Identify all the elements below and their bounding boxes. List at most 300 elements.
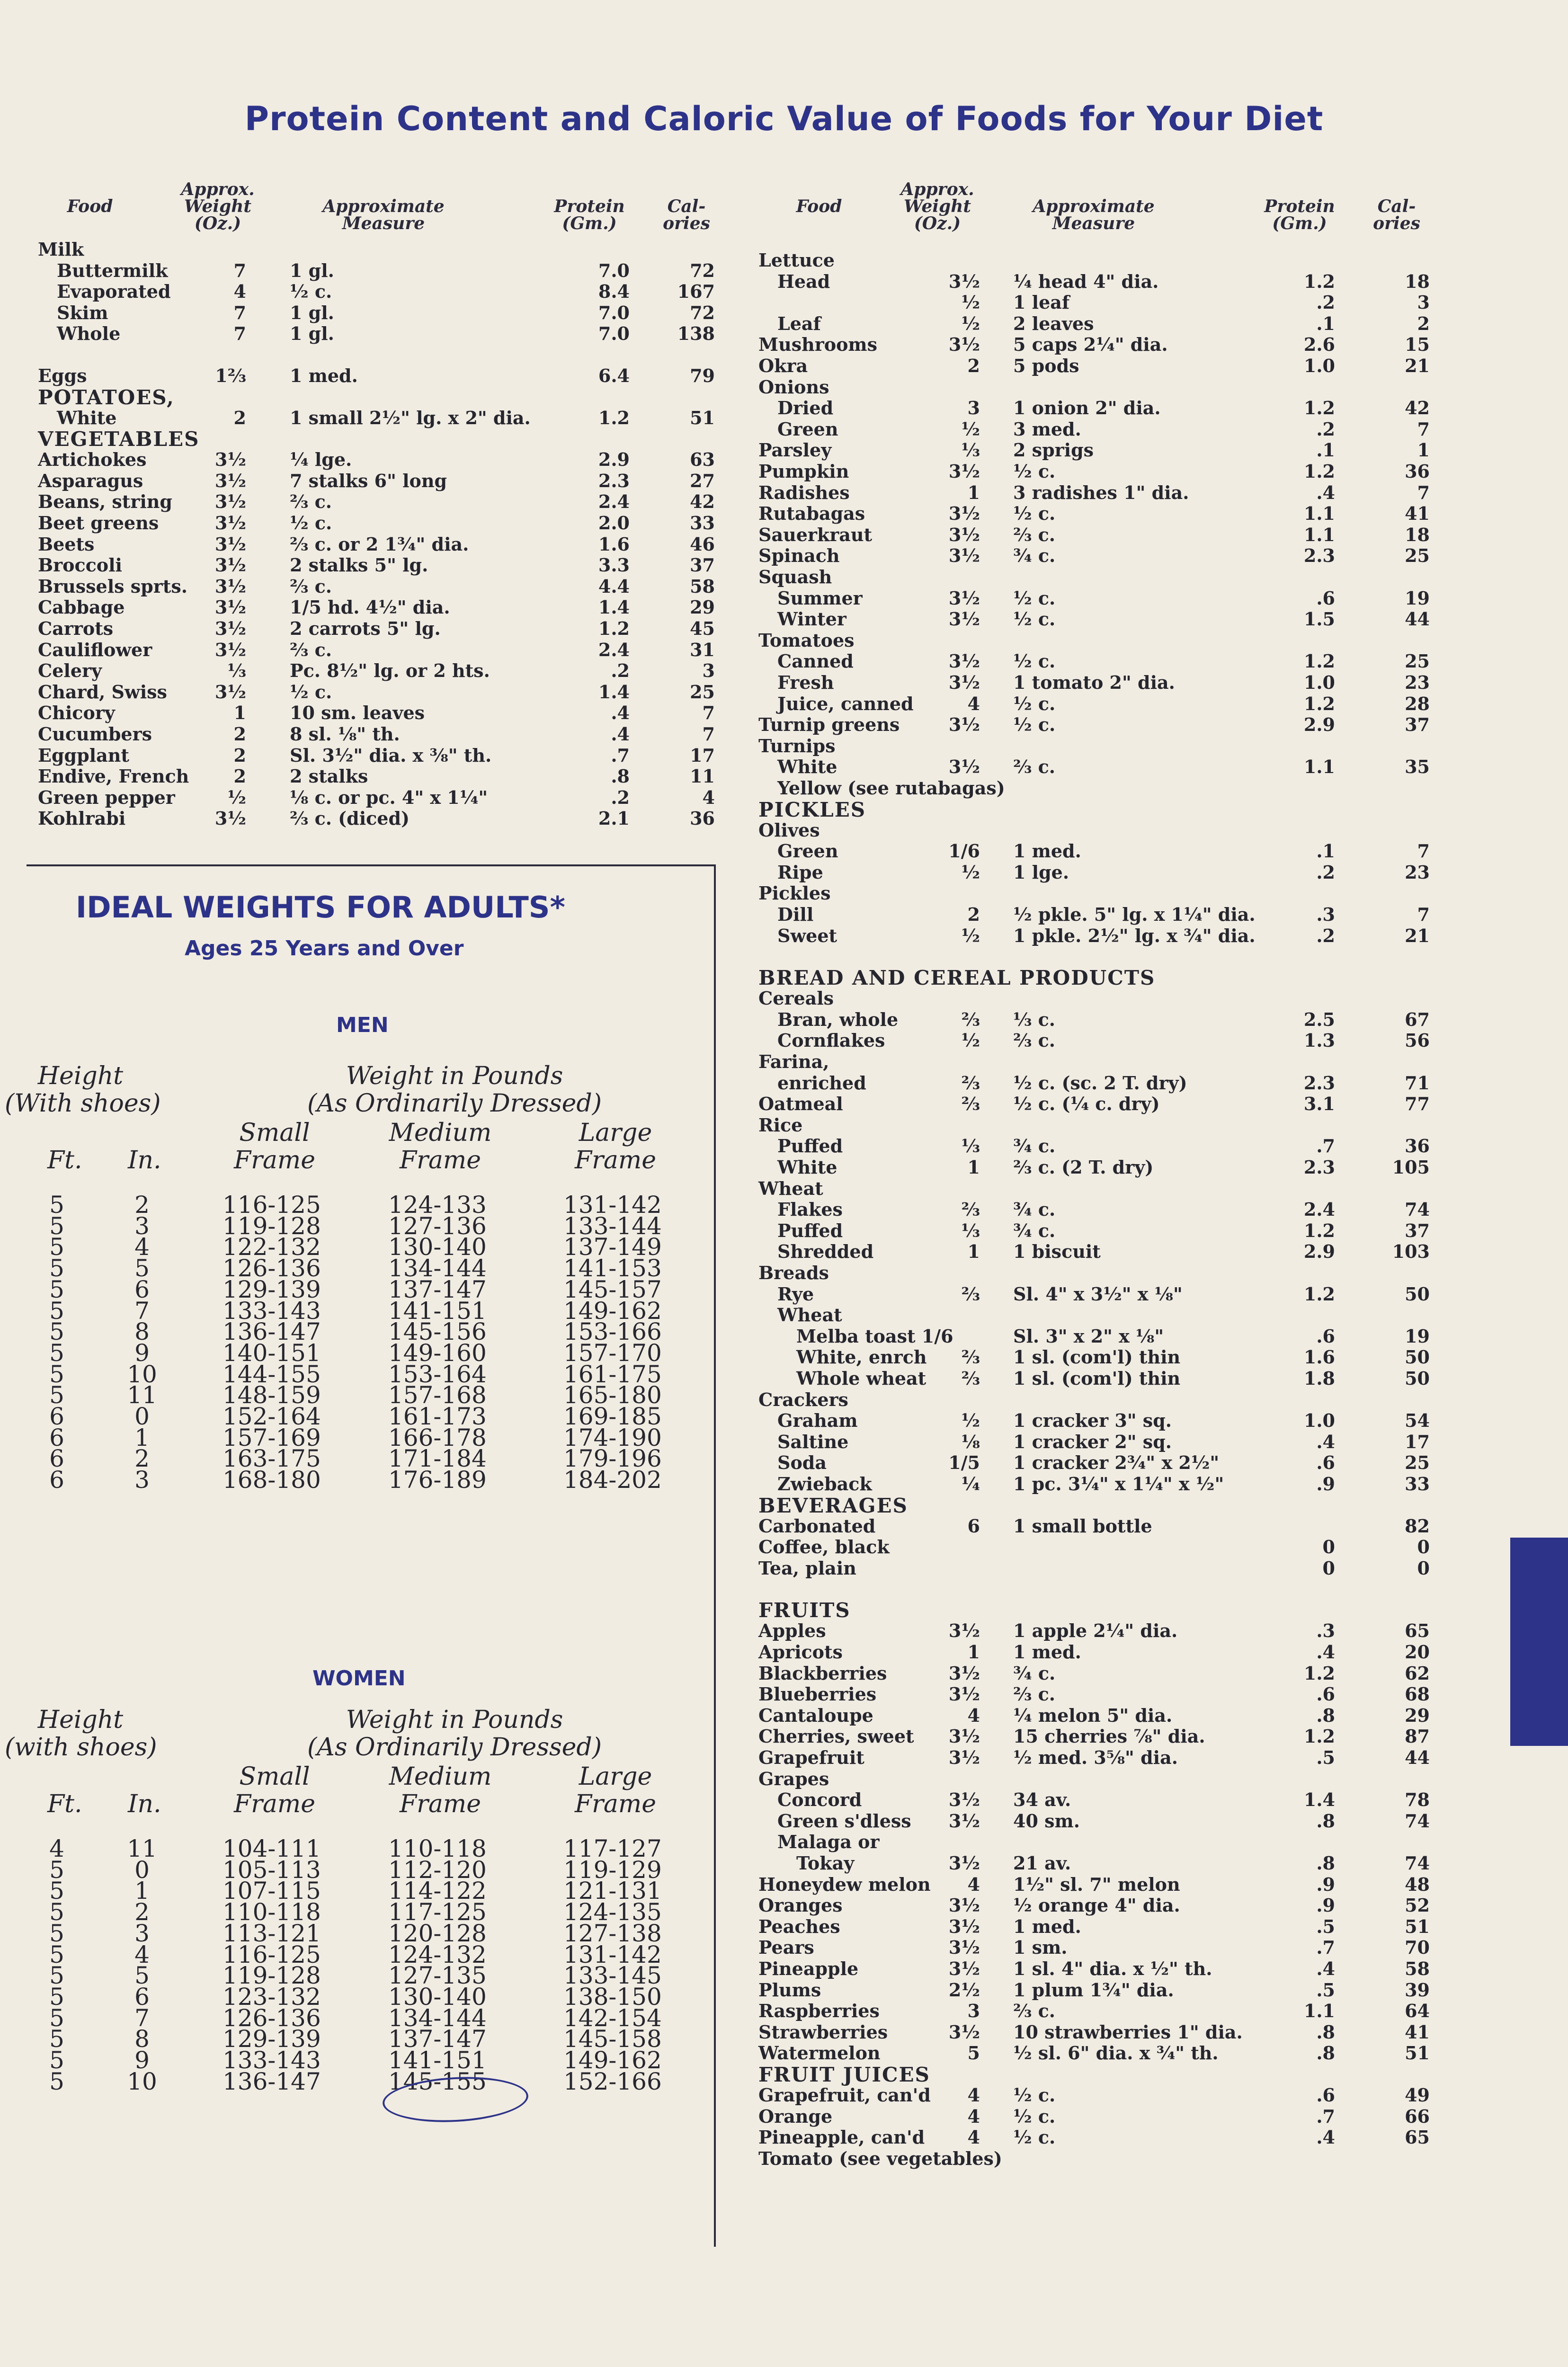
food-row xyxy=(0,2148,1568,2169)
section-heading: BREAD AND CEREAL PRODUCTS xyxy=(758,966,1156,990)
calories-value: 39 xyxy=(1405,1979,1430,2001)
large-frame-value: 152-166 xyxy=(563,2067,662,2095)
measure-value: 1/5 hd. 4½" dia. xyxy=(290,596,450,618)
large-frame-value: 133-144 xyxy=(563,1212,662,1240)
weight-header: Weight in Pounds (As Ordinarily Dressed) xyxy=(307,1706,602,1762)
medium-frame-value: 120-128 xyxy=(388,1919,487,1947)
small-frame-value: 116-125 xyxy=(223,1940,321,1968)
small-frame-value: 133-143 xyxy=(223,1297,321,1325)
weight-value: 3½ xyxy=(948,1915,980,1937)
small-frame-value: 157-169 xyxy=(223,1424,321,1451)
ideal-weights-subtitle: Ages 25 Years and Over xyxy=(185,936,464,961)
food-name: Apricots xyxy=(758,1641,843,1663)
food-name: Dried xyxy=(777,397,834,419)
large-frame-value: 165-180 xyxy=(563,1381,662,1409)
food-name: Grapefruit xyxy=(758,1747,864,1768)
food-name: Apples xyxy=(758,1620,826,1642)
measure-value: 21 av. xyxy=(1013,1852,1071,1874)
measure-value: ½ c. xyxy=(1013,2084,1056,2106)
measure-value: ½ c. (¼ c. dry) xyxy=(1013,1093,1160,1115)
food-row xyxy=(0,1684,1568,1705)
small-frame-value: 110-118 xyxy=(223,1898,321,1926)
protein-value: 7.0 xyxy=(598,259,630,281)
feet-value: 5 xyxy=(49,1983,64,2011)
food-name: Milk xyxy=(38,239,84,260)
ideal-weights-title: IDEAL WEIGHTS FOR ADULTS* xyxy=(76,890,565,925)
large-frame-value: 117-127 xyxy=(563,1835,662,1862)
measure-value: 3 radishes 1" dia. xyxy=(1013,481,1189,503)
food-name: Celery xyxy=(38,660,102,682)
weight-value: ½ xyxy=(961,861,980,883)
feet-value: 6 xyxy=(49,1445,64,1473)
calories-value: 64 xyxy=(1405,2000,1430,2022)
feet-value: 5 xyxy=(49,1856,64,1884)
food-name: Pumpkin xyxy=(758,461,849,482)
calories-value: 7 xyxy=(1417,418,1430,440)
medium-frame-value: 130-140 xyxy=(388,1233,487,1261)
measure-value: ½ c. (sc. 2 T. dry) xyxy=(1013,1072,1187,1094)
large-frame-value: 157-170 xyxy=(563,1339,662,1367)
food-name: Tomato (see vegetables) xyxy=(758,2147,1002,2169)
food-name: Turnip greens xyxy=(758,714,900,736)
feet-value: 5 xyxy=(49,1898,64,1926)
protein-value: .6 xyxy=(1316,1683,1335,1705)
protein-value: .1 xyxy=(1316,312,1335,334)
medium-frame-value: 137-147 xyxy=(388,1275,487,1303)
measure-value: ⅔ c. or 2 1¾" dia. xyxy=(290,533,469,555)
food-name: Crackers xyxy=(758,1388,848,1410)
measure-value: ½ c. xyxy=(1013,714,1056,736)
measure-value: ½ c. xyxy=(290,512,332,534)
protein-value: 1.0 xyxy=(1303,355,1335,376)
measure-value: 1 gl. xyxy=(290,302,334,323)
measure-value: 1 sl. (com'l) thin xyxy=(1013,1368,1181,1389)
food-row xyxy=(0,419,1568,440)
weight-value: 3½ xyxy=(214,449,246,471)
weight-value: ¼ xyxy=(961,1473,980,1495)
protein-value: 1.2 xyxy=(1303,650,1335,672)
food-row xyxy=(0,525,1568,545)
food-row xyxy=(0,356,1568,376)
measure-value: 1 pkle. 2½" lg. x ¾" dia. xyxy=(1013,925,1256,946)
feet-header: Ft. xyxy=(47,1790,82,1818)
food-name: White xyxy=(57,407,117,428)
measure-value: ¾ c. xyxy=(1013,1199,1056,1220)
weight-value: 4 xyxy=(233,281,246,303)
calories-value: 37 xyxy=(1405,714,1430,736)
protein-value: 1.2 xyxy=(1303,1283,1335,1305)
inches-value: 5 xyxy=(134,1255,150,1282)
food-row xyxy=(0,1726,1568,1747)
protein-value: 1.1 xyxy=(1303,503,1335,525)
food-name: Orange xyxy=(758,2105,833,2127)
calories-value: 7 xyxy=(1417,840,1430,862)
small-frame-value: 126-136 xyxy=(223,2004,321,2032)
protein-value: 1.6 xyxy=(598,533,630,555)
weight-value: 3½ xyxy=(948,650,980,672)
measure-value: ½ c. xyxy=(290,681,332,703)
inches-value: 0 xyxy=(134,1403,150,1430)
measure-value: ⅔ c. xyxy=(290,639,332,660)
calories-value: 33 xyxy=(690,512,715,534)
weight-value: 3½ xyxy=(948,334,980,356)
food-row xyxy=(0,1030,1568,1051)
weight-value: ⅔ xyxy=(961,1346,980,1368)
protein-value: 1.1 xyxy=(1303,524,1335,545)
feet-value: 5 xyxy=(49,1191,64,1219)
protein-value: .4 xyxy=(1316,1431,1335,1452)
inches-value: 5 xyxy=(134,1962,150,1990)
measure-value: ⅔ c. (2 T. dry) xyxy=(1013,1157,1154,1178)
calories-value: 46 xyxy=(690,533,715,555)
measure-value: ½ c. xyxy=(1013,693,1056,714)
weight-value: 7 xyxy=(233,302,246,323)
protein-value: .4 xyxy=(611,723,630,745)
food-name: Cabbage xyxy=(38,596,125,618)
food-row xyxy=(0,334,1568,355)
measure-value: 2 stalks 5" lg. xyxy=(290,554,428,576)
food-name: Asparagus xyxy=(38,470,143,491)
food-row xyxy=(0,313,1568,334)
food-name: Mushrooms xyxy=(758,334,878,356)
protein-value: .5 xyxy=(1316,1747,1335,1768)
food-name: Chicory xyxy=(38,702,115,724)
measure-value: ¼ head 4" dia. xyxy=(1013,270,1159,292)
measure-value: 1 tomato 2" dia. xyxy=(1013,672,1175,693)
large-frame-value: 131-142 xyxy=(563,1191,662,1219)
food-name: Lettuce xyxy=(758,249,835,271)
food-name: Oranges xyxy=(758,1895,843,1916)
protein-value: 2.4 xyxy=(1303,1199,1335,1220)
protein-value: 1.2 xyxy=(598,618,630,639)
food-name: Carbonated xyxy=(758,1515,876,1537)
large-frame-value: 124-135 xyxy=(563,1898,662,1926)
protein-value: .6 xyxy=(1316,1325,1335,1347)
large-frame-value: 169-185 xyxy=(563,1403,662,1430)
weight-value: ½ xyxy=(961,1030,980,1051)
inches-value: 6 xyxy=(134,1275,150,1303)
calories-value: 79 xyxy=(690,365,715,386)
calories-value: 49 xyxy=(1405,2084,1430,2106)
protein-value: 1.5 xyxy=(1303,608,1335,630)
small-frame-value: 129-139 xyxy=(223,2025,321,2053)
food-name: Dill xyxy=(777,904,814,925)
protein-value: .5 xyxy=(1316,1915,1335,1937)
protein-value: 1.4 xyxy=(1303,1789,1335,1811)
inches-value: 9 xyxy=(134,2047,150,2074)
food-name: Summer xyxy=(777,587,863,609)
protein-value: 1.2 xyxy=(1303,1662,1335,1684)
measure-value: ¾ c. xyxy=(1013,1135,1056,1157)
calories-value: 51 xyxy=(690,407,715,428)
measure-value: ½ c. xyxy=(1013,608,1056,630)
food-name: Watermelon xyxy=(758,2042,881,2064)
food-row xyxy=(0,778,1568,799)
food-name: Green xyxy=(777,840,838,862)
small-frame-value: 119-128 xyxy=(223,1212,321,1240)
feet-value: 5 xyxy=(49,1962,64,1990)
protein-value: .8 xyxy=(1316,2042,1335,2064)
measure-value: 1 small 2½" lg. x 2" dia. xyxy=(290,407,531,428)
medium-frame-value: 124-133 xyxy=(388,1191,487,1219)
measure-value: ⅔ c. xyxy=(1013,524,1055,545)
measure-value: 1 pc. 3¼" x 1¼" x ½" xyxy=(1013,1473,1224,1495)
measure-value: 1 cracker 2" sq. xyxy=(1013,1431,1172,1452)
food-name: White xyxy=(777,1157,837,1178)
food-row xyxy=(0,567,1568,587)
calories-value: 50 xyxy=(1405,1368,1430,1389)
large-frame-value: 119-129 xyxy=(563,1856,662,1884)
weight-value: 4 xyxy=(967,2084,980,2106)
measure-value: 1 cracker 3" sq. xyxy=(1013,1410,1172,1432)
food-row xyxy=(0,651,1568,672)
medium-frame-value: 112-120 xyxy=(388,1856,487,1884)
food-row xyxy=(0,820,1568,841)
protein-value: .7 xyxy=(611,744,630,766)
food-name: Tea, plain xyxy=(758,1557,856,1579)
food-name: Plums xyxy=(758,1979,821,2001)
medium-frame-value: 157-168 xyxy=(388,1381,487,1409)
large-frame-value: 138-150 xyxy=(563,1983,662,2011)
protein-value: 2.4 xyxy=(598,491,630,513)
protein-value: .2 xyxy=(1316,418,1335,440)
women-section-label: WOMEN xyxy=(312,1666,406,1691)
food-row xyxy=(0,440,1568,461)
food-name: Concord xyxy=(777,1789,862,1811)
protein-value: 2.3 xyxy=(1303,1157,1335,1178)
weight-value: 3½ xyxy=(214,512,246,534)
medium-frame-value: 145-155 xyxy=(388,2067,487,2095)
food-name: Olives xyxy=(758,819,820,841)
calories-col-header: Cal- ories xyxy=(1373,196,1420,233)
inches-header: In. xyxy=(128,1146,161,1175)
measure-value: ¾ c. xyxy=(1013,1662,1056,1684)
protein-value: .3 xyxy=(1316,1620,1335,1642)
protein-value: .8 xyxy=(1316,1704,1335,1726)
food-name: Blackberries xyxy=(758,1662,887,1684)
food-name: Radishes xyxy=(758,481,850,503)
weight-value: 2 xyxy=(233,723,246,745)
protein-value: .4 xyxy=(611,702,630,724)
weight-value: 7 xyxy=(233,323,246,345)
calories-value: 42 xyxy=(690,491,715,513)
protein-value: .6 xyxy=(1316,2084,1335,2106)
inches-value: 1 xyxy=(134,1424,150,1451)
calories-value: 7 xyxy=(702,723,715,745)
food-name: Okra xyxy=(758,355,808,376)
food-name: Carrots xyxy=(38,618,114,639)
protein-value: .9 xyxy=(1316,1473,1335,1495)
measure-value: 1½" sl. 7" melon xyxy=(1013,1873,1180,1895)
protein-value: .8 xyxy=(611,765,630,787)
weight-value: 3½ xyxy=(214,470,246,491)
measure-value: 1 sl. 4" dia. x ½" th. xyxy=(1013,1958,1212,1979)
medium-frame-value: 117-125 xyxy=(388,1898,487,1926)
protein-value: 2.3 xyxy=(1303,1072,1335,1094)
food-row xyxy=(0,1516,1568,1537)
weight-value: 2½ xyxy=(948,1979,980,2001)
measure-value: 5 caps 2¼" dia. xyxy=(1013,334,1168,356)
measure-value: ½ c. xyxy=(290,281,332,303)
protein-value: 2.9 xyxy=(598,449,630,471)
calories-value: 51 xyxy=(1405,2042,1430,2064)
food-name: Buttermilk xyxy=(57,259,168,281)
food-name: Blueberries xyxy=(758,1683,877,1705)
food-name: Tokay xyxy=(796,1852,855,1874)
medium-frame-value: 166-178 xyxy=(388,1424,487,1451)
food-name: Eggs xyxy=(38,365,87,386)
large-frame-value: 174-190 xyxy=(563,1424,662,1451)
weight-value: 3½ xyxy=(948,1662,980,1684)
food-name: Squash xyxy=(758,566,832,587)
weight-value: 1 xyxy=(967,481,980,503)
measure-value: ⅔ c. xyxy=(1013,1683,1055,1705)
food-name: Peaches xyxy=(758,1915,840,1937)
large-frame-value: 142-154 xyxy=(563,2004,662,2032)
weight-value: 3½ xyxy=(948,1810,980,1832)
measure-value: ½ sl. 6" dia. x ¾" th. xyxy=(1013,2042,1219,2064)
protein-value: .4 xyxy=(1316,481,1335,503)
food-row xyxy=(0,1558,1568,1579)
calories-value: 138 xyxy=(677,323,715,345)
protein-col-header: Protein (Gm.) xyxy=(554,196,625,233)
protein-value: .8 xyxy=(1316,1852,1335,1874)
inches-value: 6 xyxy=(134,1983,150,2011)
calories-value: 72 xyxy=(690,259,715,281)
food-name: Skim xyxy=(57,302,108,323)
calories-value: 17 xyxy=(1405,1431,1430,1452)
protein-value: 7.0 xyxy=(598,302,630,323)
calories-value: 23 xyxy=(1405,672,1430,693)
section-heading: PICKLES xyxy=(758,798,866,821)
food-name: Pineapple, can'd xyxy=(758,2127,925,2148)
protein-value: .2 xyxy=(1316,925,1335,946)
feet-value: 6 xyxy=(49,1466,64,1494)
measure-value: 1 med. xyxy=(1013,1915,1081,1937)
calories-value: 21 xyxy=(1405,355,1430,376)
food-name: Bran, whole xyxy=(777,1008,899,1030)
protein-value: 2.3 xyxy=(1303,545,1335,567)
calories-value: 72 xyxy=(690,302,715,323)
measure-value: Sl. 3" x 2" x ⅛" xyxy=(1013,1325,1164,1347)
food-name: Parsley xyxy=(758,439,832,461)
weight-value: 1/5 xyxy=(948,1452,980,1474)
food-row xyxy=(0,1073,1568,1094)
calories-value: 18 xyxy=(1405,270,1430,292)
food-name: Head xyxy=(777,270,830,292)
measure-value: ½ c. xyxy=(1013,587,1056,609)
inches-value: 8 xyxy=(134,1318,150,1346)
height-header: Height (With shoes) xyxy=(5,1062,161,1118)
food-name: Sweet xyxy=(777,925,837,946)
protein-value: .9 xyxy=(1316,1895,1335,1916)
food-name: enriched xyxy=(777,1072,866,1094)
calories-value: 87 xyxy=(1405,1726,1430,1747)
feet-value: 5 xyxy=(49,2025,64,2053)
measure-value: 5 pods xyxy=(1013,355,1079,376)
weight-value: 4 xyxy=(967,693,980,714)
medium-frame-value: 127-136 xyxy=(388,1212,487,1240)
measure-value: ½ pkle. 5" lg. x 1¼" dia. xyxy=(1013,904,1256,925)
weight-value: 7 xyxy=(233,259,246,281)
medium-frame-value: 153-164 xyxy=(388,1360,487,1388)
protein-value: 1.2 xyxy=(1303,1219,1335,1241)
inches-value: 11 xyxy=(127,1381,157,1409)
food-row xyxy=(0,250,1568,271)
calories-value: 103 xyxy=(1392,1241,1430,1263)
calories-value: 25 xyxy=(690,681,715,703)
measure-value: 7 stalks 6" long xyxy=(290,470,447,491)
food-col-header: Food xyxy=(67,196,113,216)
small-frame-value: 168-180 xyxy=(223,1466,321,1494)
food-row xyxy=(0,756,1568,777)
protein-value: 1.2 xyxy=(1303,1726,1335,1747)
measure-col-header: Approximate Measure xyxy=(322,196,445,233)
calories-value: 52 xyxy=(1405,1895,1430,1916)
weight-value: 2 xyxy=(967,355,980,376)
weight-value: ½ xyxy=(961,925,980,946)
measure-value: 1 med. xyxy=(290,365,358,386)
calories-value: 3 xyxy=(702,660,715,682)
feet-value: 5 xyxy=(49,1318,64,1346)
measure-value: 1 plum 1¾" dia. xyxy=(1013,1979,1174,2001)
protein-value: .4 xyxy=(1316,1641,1335,1663)
medium-frame-value: 110-118 xyxy=(388,1835,487,1862)
measure-value: ⅔ c. xyxy=(290,491,332,513)
food-row xyxy=(0,630,1568,651)
measure-value: ⅔ c. xyxy=(290,575,332,597)
calories-value: 45 xyxy=(690,618,715,639)
food-row xyxy=(0,1620,1568,1641)
food-row xyxy=(0,2106,1568,2127)
protein-value: 1.8 xyxy=(1303,1368,1335,1389)
medium-frame-value: 145-156 xyxy=(388,1318,487,1346)
food-name: Cucumbers xyxy=(38,723,152,745)
weight-value: 3½ xyxy=(948,1852,980,1874)
medium-frame-header: Medium Frame xyxy=(389,1762,492,1818)
weight-value: 3½ xyxy=(948,1726,980,1747)
measure-value: ¾ c. xyxy=(1013,1219,1056,1241)
calories-value: 58 xyxy=(1405,1958,1430,1979)
weight-value: ⅔ xyxy=(961,1368,980,1389)
feet-value: 5 xyxy=(49,1919,64,1947)
food-row xyxy=(0,482,1568,503)
food-name: Beet greens xyxy=(38,512,159,534)
weight-value: ⅔ xyxy=(961,1283,980,1305)
calories-value: 11 xyxy=(690,765,715,787)
calories-value: 50 xyxy=(1405,1283,1430,1305)
measure-value: ⅓ c. xyxy=(1013,1008,1055,1030)
food-name: Zwieback xyxy=(777,1473,872,1495)
calories-value: 41 xyxy=(1405,2021,1430,2043)
food-name: Leaf xyxy=(777,312,821,334)
calories-value: 70 xyxy=(1405,1937,1430,1958)
small-frame-value: 122-132 xyxy=(223,1233,321,1261)
inches-value: 11 xyxy=(127,1835,157,1862)
food-name: Cauliflower xyxy=(38,639,152,660)
small-frame-value: 116-125 xyxy=(223,1191,321,1219)
food-name: Rutabagas xyxy=(758,503,865,525)
weight-value: 4 xyxy=(967,2105,980,2127)
small-frame-value: 152-164 xyxy=(223,1403,321,1430)
inches-value: 3 xyxy=(134,1212,150,1240)
food-row xyxy=(0,694,1568,714)
feet-value: 5 xyxy=(49,1360,64,1388)
weight-value: ½ xyxy=(961,418,980,440)
calories-value: 36 xyxy=(1405,461,1430,482)
measure-value: ½ med. 3⅝" dia. xyxy=(1013,1747,1178,1768)
measure-value: 1 gl. xyxy=(290,323,334,345)
